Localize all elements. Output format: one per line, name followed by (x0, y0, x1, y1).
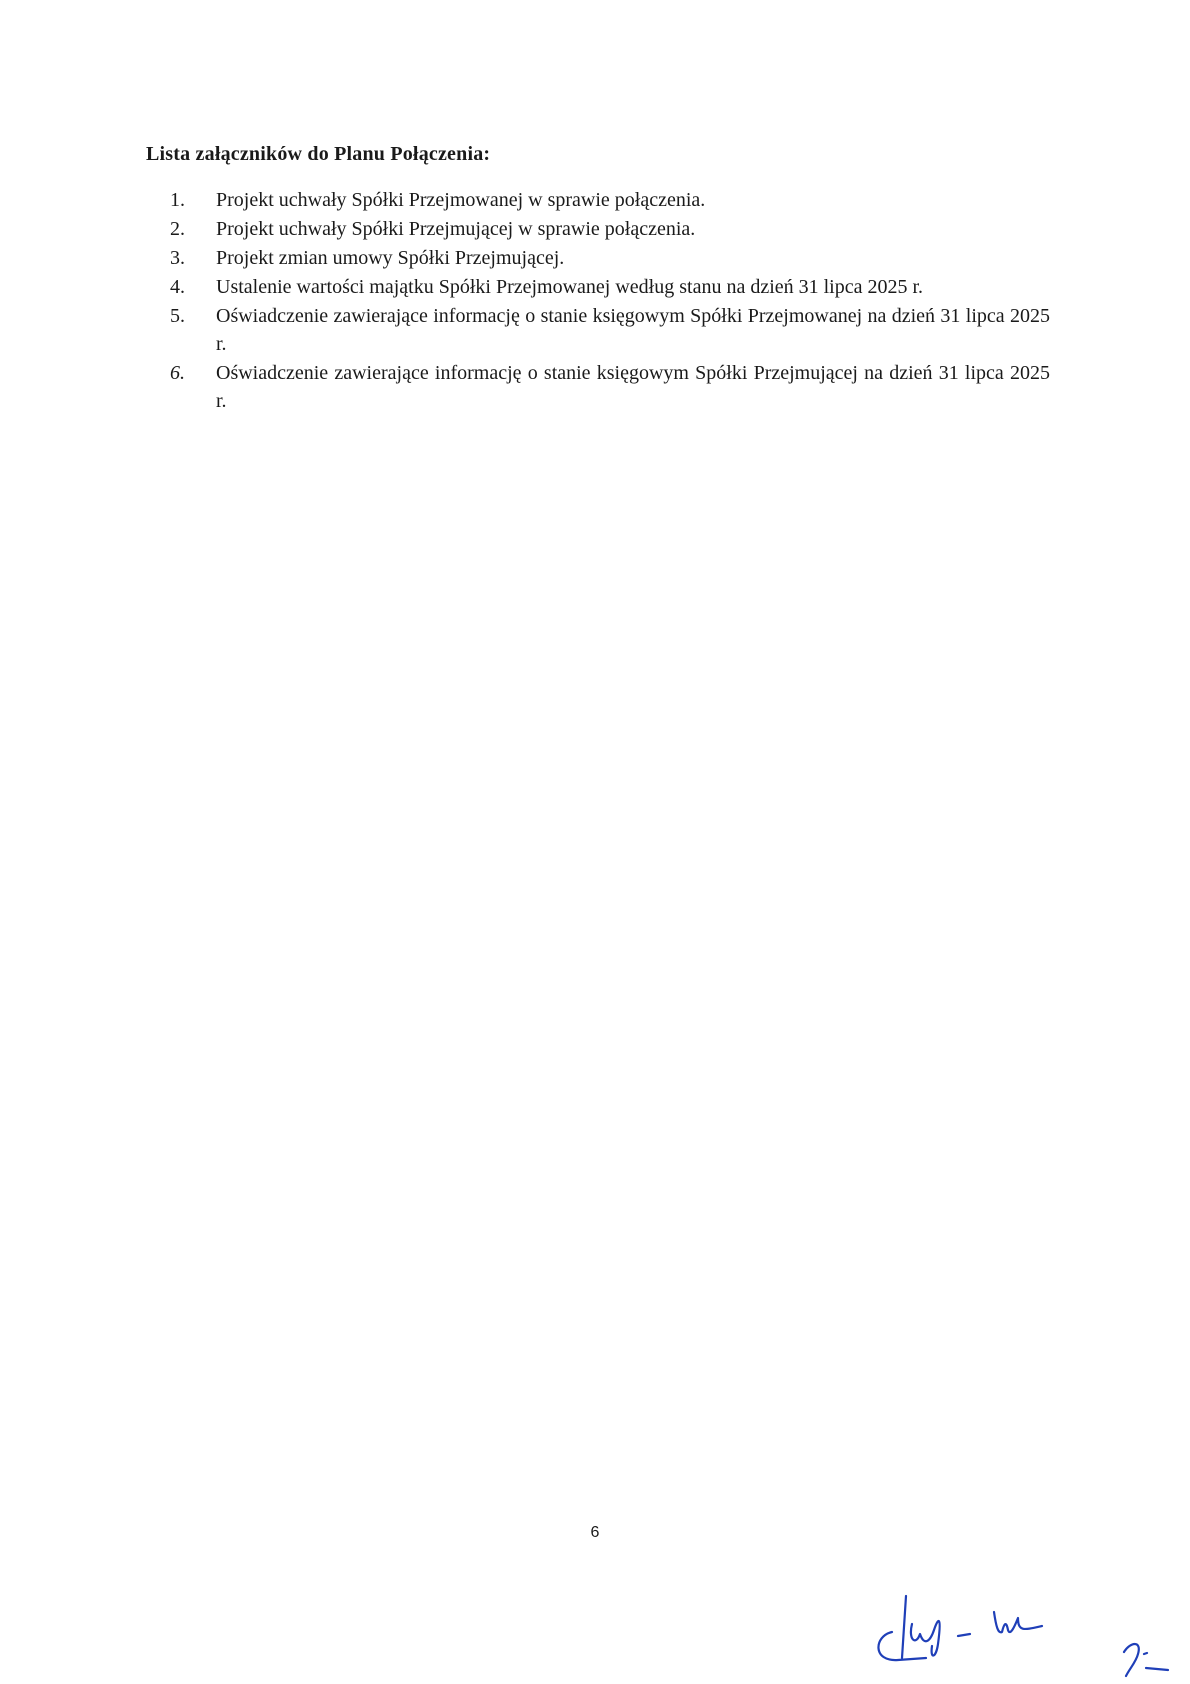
list-item-text: Projekt uchwały Spółki Przejmującej w sprawie połączenia. (216, 218, 696, 240)
list-item-text: Oświadczenie zawierające informację o stanie księgowym Spółki Przejmującej na dzień 31 lipca 2025 r. (216, 362, 1050, 412)
list-item-text: Projekt uchwały Spółki Przejmowanej w sprawie połączenia. (216, 189, 706, 211)
list-item (170, 302, 1050, 358)
list-item (170, 359, 1050, 415)
list-item (170, 273, 1050, 301)
list-item-text: Oświadczenie zawierające informację o stanie księgowym Spółki Przejmowanej na dzień 31 lipca 2025 r. (216, 305, 1050, 355)
list-item-text: Ustalenie wartości majątku Spółki Przejmowanej według stanu na dzień 31 lipca 2025 r. (216, 276, 924, 298)
list-item-number: 3. (170, 247, 185, 269)
signature-stroke (1144, 1653, 1147, 1654)
list-item (170, 186, 1050, 214)
list-item-text: Projekt zmian umowy Spółki Przejmującej. (216, 247, 565, 269)
handwritten-signature (868, 1584, 1188, 1680)
signature-stroke (1124, 1644, 1139, 1676)
signature-stroke (994, 1612, 1042, 1632)
signature-stroke (1146, 1668, 1168, 1670)
list-item-number: 2. (170, 218, 185, 240)
list-item (170, 244, 1050, 272)
attachments-list (170, 186, 1050, 416)
page-number: 6 (590, 1524, 600, 1541)
attachments-heading: Lista załączników do Planu Połączenia: (146, 143, 491, 165)
signature-stroke (902, 1596, 906, 1658)
list-item-number: 1. (170, 189, 185, 211)
list-item-number: 6. (170, 362, 185, 384)
signature-stroke (911, 1621, 940, 1656)
signature-stroke (958, 1634, 970, 1636)
list-item-number: 4. (170, 276, 185, 298)
list-item (170, 215, 1050, 243)
list-item-number: 5. (170, 305, 185, 327)
